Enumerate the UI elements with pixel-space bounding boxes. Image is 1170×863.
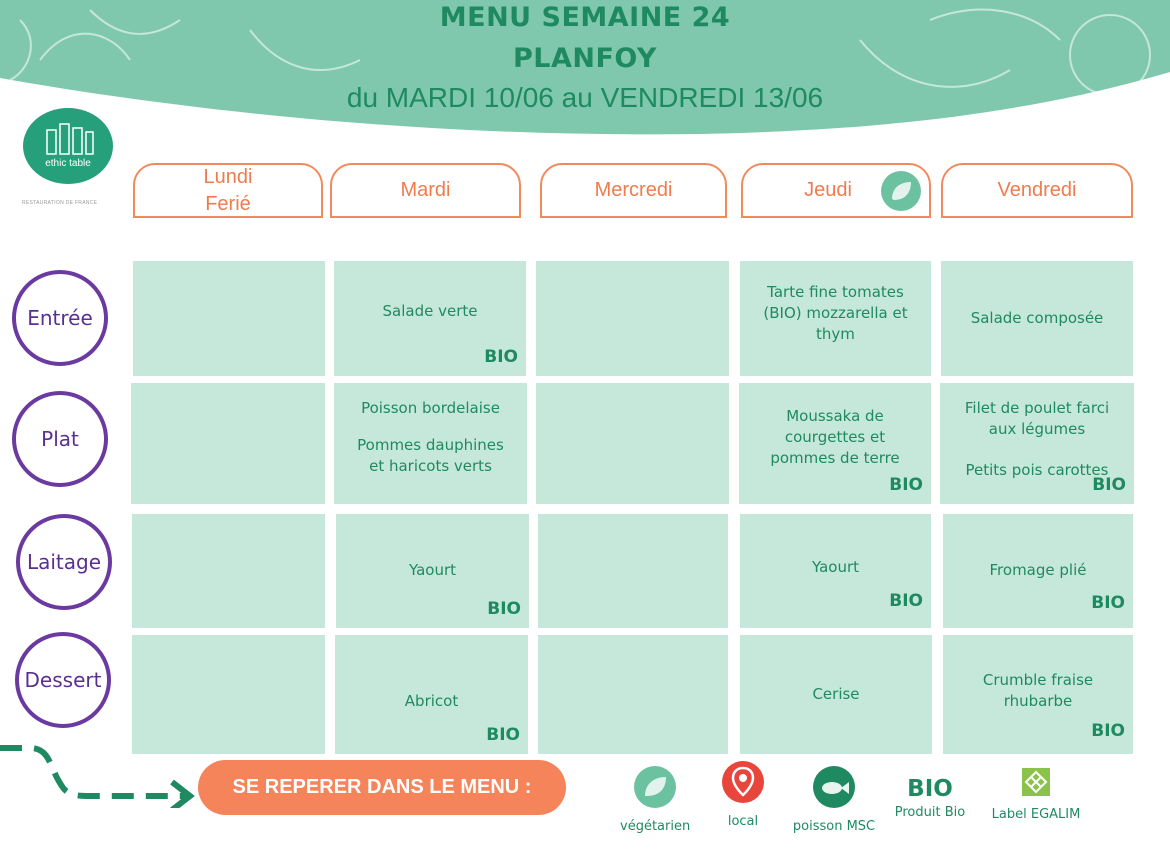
legend-label: Produit Bio	[894, 805, 966, 820]
menu-cell-entree-jeudi: Tarte fine tomates (BIO) mozzarella et thym	[740, 261, 931, 376]
menu-cell-laitage-mardi: Yaourt BIO	[336, 514, 529, 628]
bio-badge: BIO	[1091, 721, 1125, 741]
legend-label: Label EGALIM	[991, 807, 1081, 822]
day-header-vendredi	[941, 163, 1133, 218]
leaf-icon	[881, 171, 921, 211]
day-label: Lundi	[203, 165, 253, 188]
menu-cell-entree-mercredi	[536, 261, 729, 376]
menu-cell-plat-mardi: Poisson bordelaise Pommes dauphines et haricots verts	[334, 383, 527, 504]
legend-label-egalim	[986, 767, 1086, 822]
day-label: Mercredi	[594, 179, 673, 201]
menu-cell-entree-mardi: Salade verte BIO	[334, 261, 526, 376]
menu-cell-dessert-mardi: Abricot BIO	[335, 635, 528, 754]
row-label-entree: Entrée	[12, 270, 108, 366]
fish-icon	[812, 765, 856, 809]
dashed-arrow-icon	[0, 738, 200, 808]
menu-cell-dessert-jeudi: Cerise	[740, 635, 932, 754]
menu-cell-plat-lundi	[131, 383, 325, 504]
day-header-mercredi	[540, 163, 727, 218]
menu-cell-dessert-lundi	[132, 635, 325, 754]
ethic-table-logo	[23, 108, 113, 184]
row-label-plat: Plat	[12, 391, 108, 487]
menu-cell-laitage-lundi	[132, 514, 325, 628]
bio-badge: BIO	[907, 776, 953, 802]
logo-bottles-icon	[23, 108, 113, 184]
legend-label: végétarien	[620, 819, 691, 834]
logo-tagline: RESTAURATION DE FRANCE	[22, 200, 98, 206]
menu-date-range: du MARDI 10/06 au VENDREDI 13/06	[346, 82, 824, 113]
logo-name: ethic table	[45, 158, 91, 169]
legend-title: SE REPERER DANS LE MENU :	[198, 760, 566, 815]
menu-cell-laitage-jeudi: Yaourt BIO	[740, 514, 931, 628]
menu-cell-plat-vendredi: Filet de poulet farci aux légumes Petits pois carottes BIO	[940, 383, 1134, 504]
menu-cell-dessert-vendredi: Crumble fraise rhubarbe BIO	[943, 635, 1133, 754]
menu-cell-plat-mercredi	[536, 383, 729, 504]
day-label: Jeudi	[804, 179, 852, 201]
day-label: Vendredi	[997, 179, 1077, 201]
bio-badge: BIO	[1091, 593, 1125, 613]
menu-cell-entree-vendredi: Salade composée	[941, 261, 1133, 376]
day-header-jeudi	[741, 163, 931, 218]
menu-cell-plat-jeudi: Moussaka de courgettes et pommes de terre BIO	[739, 383, 931, 504]
bio-badge: BIO	[1092, 475, 1126, 495]
bio-badge: BIO	[487, 599, 521, 619]
day-header-lundi	[133, 163, 323, 218]
day-label: Mardi	[400, 179, 451, 201]
legend-poisson-msc	[788, 765, 880, 834]
menu-cell-laitage-vendredi: Fromage plié BIO	[943, 514, 1133, 628]
legend-produit-bio	[890, 769, 970, 820]
bio-badge: BIO	[486, 725, 520, 745]
menu-cell-laitage-mercredi	[538, 514, 728, 628]
menu-title: MENU SEMAINE 24	[439, 2, 731, 33]
row-label-dessert: Dessert	[15, 632, 111, 728]
menu-location: PLANFOY	[513, 43, 657, 74]
row-label-laitage: Laitage	[16, 514, 112, 610]
bio-badge: BIO	[889, 475, 923, 495]
day-header-mardi	[330, 163, 521, 218]
egalim-icon	[1021, 767, 1051, 797]
legend-label: local	[727, 814, 759, 829]
bio-badge: BIO	[484, 347, 518, 367]
menu-cell-entree-lundi	[133, 261, 325, 376]
legend-label: poisson MSC	[792, 819, 876, 834]
bio-badge: BIO	[889, 591, 923, 611]
day-note: Ferié	[205, 192, 251, 215]
legend-vegetarien	[620, 765, 690, 834]
leaf-icon	[633, 765, 677, 809]
legend-local	[716, 760, 770, 829]
menu-cell-dessert-mercredi	[538, 635, 728, 754]
location-pin-icon	[721, 760, 765, 804]
